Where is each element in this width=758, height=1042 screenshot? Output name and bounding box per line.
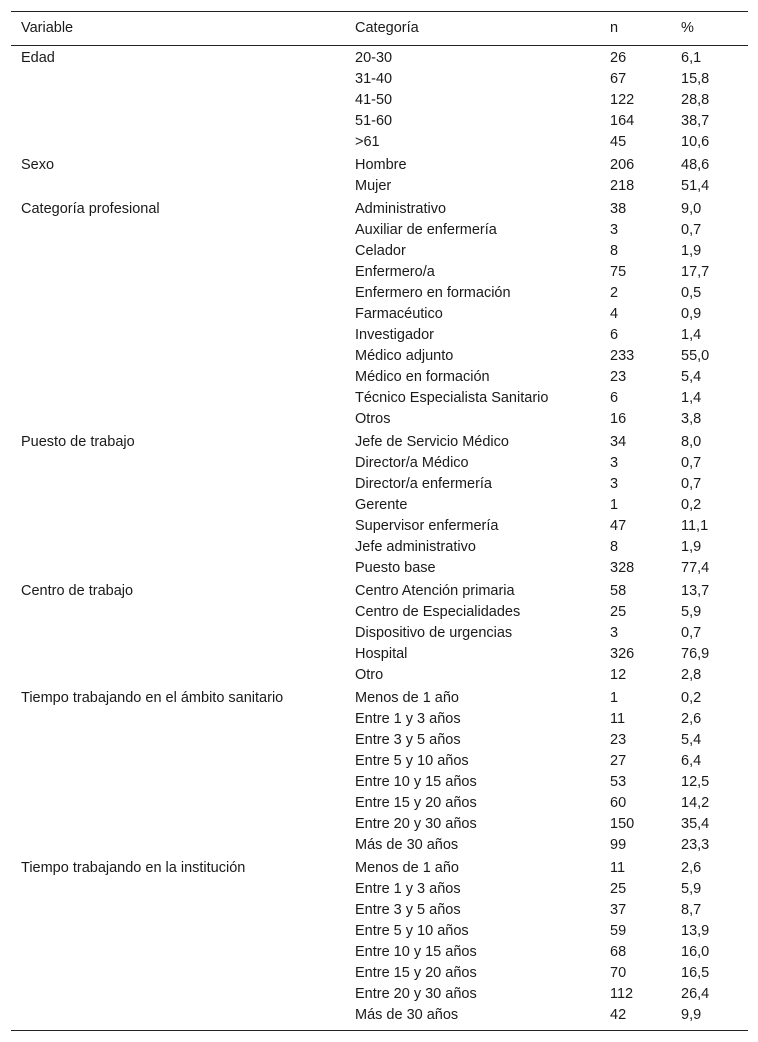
category-cell: Entre 10 y 15 años [355, 944, 477, 960]
category-cell: 31-40 [355, 71, 393, 87]
count-cell: 2 [610, 285, 619, 301]
count-cell: 8 [610, 539, 619, 555]
table-row [11, 921, 748, 942]
table-row [11, 262, 748, 283]
percent-cell: 76,9 [681, 646, 710, 662]
category-cell: Entre 20 y 30 años [355, 986, 477, 1002]
count-cell: 23 [610, 369, 627, 385]
percent-cell: 9,0 [681, 201, 702, 217]
count-cell: 23 [610, 732, 627, 748]
category-cell: Médico en formación [355, 369, 490, 385]
count-cell: 37 [610, 902, 627, 918]
percent-cell: 13,7 [681, 583, 710, 599]
table-row [11, 688, 748, 709]
count-cell: 326 [610, 646, 635, 662]
table-row [11, 644, 748, 665]
count-cell: 25 [610, 604, 627, 620]
percent-cell: 2,8 [681, 667, 702, 683]
count-cell: 68 [610, 944, 627, 960]
count-cell: 150 [610, 816, 635, 832]
table-row [11, 432, 748, 453]
table-row [11, 537, 748, 558]
variable-label: Categoría profesional [21, 201, 160, 217]
percent-cell: 0,5 [681, 285, 702, 301]
table-row [11, 48, 748, 69]
count-cell: 45 [610, 134, 627, 150]
table-row [11, 367, 748, 388]
table-row [11, 453, 748, 474]
variable-label: Tiempo trabajando en el ámbito sanitario [21, 690, 284, 706]
count-cell: 42 [610, 1007, 627, 1023]
category-cell: Farmacéutico [355, 306, 443, 322]
table-row [11, 751, 748, 772]
table-row [11, 772, 748, 793]
table-group [11, 858, 748, 1026]
percent-cell: 1,4 [681, 327, 702, 343]
table-row [11, 516, 748, 537]
category-cell: Entre 20 y 30 años [355, 816, 477, 832]
category-cell: >61 [355, 134, 380, 150]
percent-cell: 0,7 [681, 625, 702, 641]
category-cell: Jefe administrativo [355, 539, 476, 555]
count-cell: 206 [610, 157, 635, 173]
category-cell: Técnico Especialista Sanitario [355, 390, 549, 406]
percent-cell: 17,7 [681, 264, 710, 280]
count-cell: 3 [610, 222, 619, 238]
table-row [11, 963, 748, 984]
table-row [11, 942, 748, 963]
header-percent: % [681, 20, 694, 36]
percent-cell: 5,4 [681, 369, 702, 385]
category-cell: Entre 15 y 20 años [355, 965, 477, 981]
category-cell: Celador [355, 243, 406, 259]
count-cell: 218 [610, 178, 635, 194]
count-cell: 38 [610, 201, 627, 217]
category-cell: Enfermero/a [355, 264, 435, 280]
table-row [11, 984, 748, 1005]
count-cell: 11 [610, 711, 626, 727]
count-cell: 58 [610, 583, 627, 599]
percent-cell: 35,4 [681, 816, 710, 832]
table-row [11, 111, 748, 132]
table-group [11, 688, 748, 856]
category-cell: Director/a enfermería [355, 476, 492, 492]
percent-cell: 0,7 [681, 222, 702, 238]
count-cell: 67 [610, 71, 627, 87]
percent-cell: 1,9 [681, 243, 702, 259]
category-cell: Hombre [355, 157, 407, 173]
percent-cell: 8,0 [681, 434, 702, 450]
percent-cell: 9,9 [681, 1007, 702, 1023]
table-row [11, 388, 748, 409]
count-cell: 3 [610, 455, 619, 471]
table-row [11, 709, 748, 730]
count-cell: 6 [610, 390, 619, 406]
category-cell: Entre 5 y 10 años [355, 923, 469, 939]
category-cell: Supervisor enfermería [355, 518, 499, 534]
header-categoria: Categoría [355, 20, 419, 36]
category-cell: Más de 30 años [355, 837, 459, 853]
count-cell: 3 [610, 625, 619, 641]
count-cell: 233 [610, 348, 635, 364]
percent-cell: 11,1 [681, 518, 709, 534]
category-cell: Entre 3 y 5 años [355, 902, 461, 918]
percent-cell: 5,4 [681, 732, 702, 748]
category-cell: Puesto base [355, 560, 436, 576]
percent-cell: 6,1 [681, 50, 702, 66]
category-cell: Entre 5 y 10 años [355, 753, 469, 769]
table-bottom-rule [11, 1026, 748, 1031]
category-cell: Enfermero en formación [355, 285, 511, 301]
count-cell: 99 [610, 837, 627, 853]
percent-cell: 77,4 [681, 560, 710, 576]
count-cell: 27 [610, 753, 627, 769]
category-cell: Otros [355, 411, 391, 427]
count-cell: 11 [610, 860, 626, 876]
percent-cell: 5,9 [681, 881, 702, 897]
table-row [11, 581, 748, 602]
category-cell: Otro [355, 667, 384, 683]
table-row [11, 132, 748, 153]
category-cell: Dispositivo de urgencias [355, 625, 513, 641]
percent-cell: 48,6 [681, 157, 710, 173]
category-cell: Jefe de Servicio Médico [355, 434, 509, 450]
table-row [11, 69, 748, 90]
table-row [11, 900, 748, 921]
count-cell: 122 [610, 92, 635, 108]
count-cell: 1 [610, 690, 619, 706]
percent-cell: 14,2 [681, 795, 710, 811]
percent-cell: 0,2 [681, 690, 702, 706]
category-cell: Administrativo [355, 201, 447, 217]
variable-label: Centro de trabajo [21, 583, 134, 599]
category-cell: Hospital [355, 646, 408, 662]
header-variable: Variable [21, 20, 74, 36]
header-n: n [610, 20, 619, 36]
percent-cell: 55,0 [681, 348, 710, 364]
category-cell: Auxiliar de enfermería [355, 222, 497, 238]
count-cell: 4 [610, 306, 619, 322]
percent-cell: 0,7 [681, 476, 702, 492]
category-cell: Entre 3 y 5 años [355, 732, 461, 748]
table-row [11, 730, 748, 751]
variable-label: Puesto de trabajo [21, 434, 135, 450]
percent-cell: 2,6 [681, 711, 702, 727]
category-cell: Gerente [355, 497, 408, 513]
table-row [11, 199, 748, 220]
percent-cell: 16,0 [681, 944, 710, 960]
table-row [11, 835, 748, 856]
table-row [11, 879, 748, 900]
percent-cell: 28,8 [681, 92, 710, 108]
table-row [11, 283, 748, 304]
count-cell: 8 [610, 243, 619, 259]
table-body [11, 48, 748, 1026]
count-cell: 6 [610, 327, 619, 343]
table-row [11, 814, 748, 835]
table-group [11, 581, 748, 686]
table-row [11, 474, 748, 495]
category-cell: Médico adjunto [355, 348, 454, 364]
category-cell: Centro de Especialidades [355, 604, 521, 620]
category-cell: Más de 30 años [355, 1007, 459, 1023]
table-group [11, 155, 748, 197]
table-row [11, 220, 748, 241]
category-cell: 51-60 [355, 113, 393, 129]
percent-cell: 0,2 [681, 497, 702, 513]
count-cell: 12 [610, 667, 627, 683]
count-cell: 59 [610, 923, 627, 939]
percent-cell: 0,9 [681, 306, 702, 322]
variable-label: Edad [21, 50, 55, 66]
count-cell: 75 [610, 264, 627, 280]
percent-cell: 51,4 [681, 178, 710, 194]
category-cell: Entre 15 y 20 años [355, 795, 477, 811]
percent-cell: 12,5 [681, 774, 710, 790]
category-cell: Mujer [355, 178, 392, 194]
count-cell: 3 [610, 476, 619, 492]
variable-label: Sexo [21, 157, 55, 173]
count-cell: 26 [610, 50, 627, 66]
table-row [11, 623, 748, 644]
table-row [11, 241, 748, 262]
category-cell: Menos de 1 año [355, 690, 459, 706]
percent-cell: 38,7 [681, 113, 710, 129]
data-table [11, 11, 748, 1031]
table-group [11, 199, 748, 430]
category-cell: Centro Atención primaria [355, 583, 515, 599]
category-cell: 41-50 [355, 92, 393, 108]
percent-cell: 3,8 [681, 411, 702, 427]
table-row [11, 602, 748, 623]
count-cell: 53 [610, 774, 627, 790]
count-cell: 60 [610, 795, 627, 811]
count-cell: 16 [610, 411, 627, 427]
table-header [11, 11, 748, 46]
table-row [11, 558, 748, 579]
table-row [11, 1005, 748, 1026]
table-group [11, 432, 748, 579]
count-cell: 164 [610, 113, 635, 129]
table-row [11, 176, 748, 197]
variable-label: Tiempo trabajando en la institución [21, 860, 246, 876]
percent-cell: 26,4 [681, 986, 710, 1002]
table-row [11, 304, 748, 325]
count-cell: 112 [610, 986, 634, 1002]
count-cell: 328 [610, 560, 635, 576]
table-row [11, 495, 748, 516]
category-cell: Investigador [355, 327, 434, 343]
percent-cell: 23,3 [681, 837, 710, 853]
table-row [11, 793, 748, 814]
table-row [11, 665, 748, 686]
table-group [11, 48, 748, 153]
table-row [11, 155, 748, 176]
percent-cell: 6,4 [681, 753, 702, 769]
table-row [11, 409, 748, 430]
percent-cell: 16,5 [681, 965, 710, 981]
table-row [11, 90, 748, 111]
category-cell: Entre 10 y 15 años [355, 774, 477, 790]
category-cell: Entre 1 y 3 años [355, 881, 461, 897]
percent-cell: 10,6 [681, 134, 710, 150]
category-cell: Menos de 1 año [355, 860, 459, 876]
category-cell: 20-30 [355, 50, 393, 66]
percent-cell: 2,6 [681, 860, 702, 876]
category-cell: Director/a Médico [355, 455, 469, 471]
percent-cell: 8,7 [681, 902, 702, 918]
category-cell: Entre 1 y 3 años [355, 711, 461, 727]
percent-cell: 15,8 [681, 71, 710, 87]
count-cell: 47 [610, 518, 627, 534]
count-cell: 70 [610, 965, 627, 981]
percent-cell: 13,9 [681, 923, 710, 939]
table-row [11, 346, 748, 367]
percent-cell: 5,9 [681, 604, 702, 620]
percent-cell: 1,4 [681, 390, 702, 406]
table-row [11, 858, 748, 879]
count-cell: 1 [610, 497, 619, 513]
table-row [11, 325, 748, 346]
count-cell: 34 [610, 434, 627, 450]
percent-cell: 0,7 [681, 455, 702, 471]
percent-cell: 1,9 [681, 539, 702, 555]
count-cell: 25 [610, 881, 627, 897]
